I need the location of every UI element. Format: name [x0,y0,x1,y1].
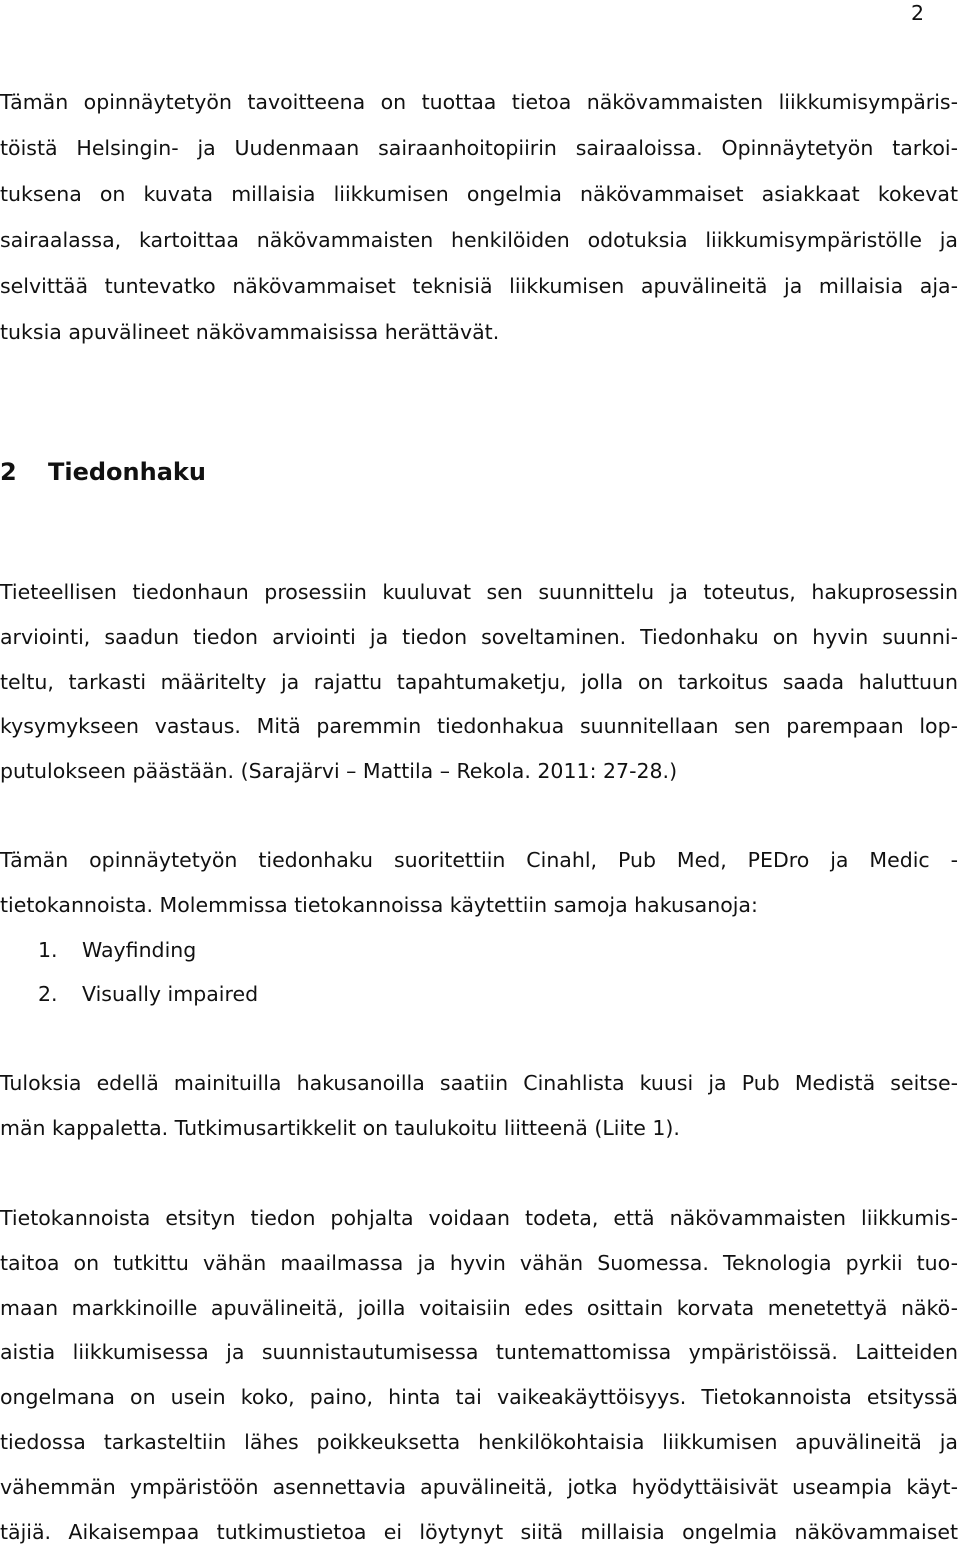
intro-paragraph [0,79,958,355]
text-line: tietokannoista. Molemmissa tietokannoissa käytettiin samoja hakusanoja: [0,892,758,917]
text-line: teltu, tarkasti määritelty ja rajattu tapahtumaketju, jolla on tarkoitus saada haluttuun [0,669,958,694]
paragraph-findings [0,1196,958,1554]
text-line: män kappaletta. Tutkimusartikkelit on taulukoitu liitteenä (Liite 1). [0,1115,680,1140]
text-line: täjiä. Aikaisempaa tutkimustietoa ei löytynyt siitä millaisia ongelmia näkövammaiset [0,1519,958,1544]
page-number: 2 [910,1,924,25]
paragraph-search-process [0,570,958,794]
text-line: töistä Helsingin- ja Uudenmaan sairaanhoitopiirin sairaaloissa. Opinnäytetyön tarkoi- [0,136,958,160]
text-line: sairaalassa, kartoittaa näkövammaisten henkilöiden odotuksia liikkumisympäristölle ja [0,228,958,252]
text-line: putulokseen päästään. (Sarajärvi – Mattila – Rekola. 2011: 27-28.) [0,759,678,784]
paragraph-results [0,1061,958,1151]
text-line: tiedossa tarkasteltiin lähes poikkeuksetta henkilökohtaisia liikkumisen apuvälineitä ja [0,1429,958,1454]
list-item [0,928,958,973]
section-number: 2 [0,458,17,486]
text-line: maan markkinoille apuvälineitä, joilla voitaisiin edes osittain korvata menetettyä näkö- [0,1295,958,1320]
paragraph-databases [0,838,958,1017]
text-line: aistia liikkumisessa ja suunnistautumisessa tuntemattomissa ympäristöissä. Laitteiden [0,1340,958,1365]
text-line: tuksena on kuvata millaisia liikkumisen ongelmia näkövammaiset asiakkaat kokevat [0,182,958,206]
list-item-text: Visually impaired [82,982,259,1007]
list-item-number: 1. [38,937,58,962]
search-terms-list [0,928,958,1018]
text-line: tuksia apuvälineet näkövammaisissa herättävät. [0,320,500,344]
text-line: ongelmana on usein koko, paino, hinta tai vaikeakäyttöisyys. Tietokannoista etsityssä [0,1385,958,1410]
text-line: vähemmän ympäristöön asennettavia apuvälineitä, jotka hyödyttäisivät useampia käyt- [0,1474,958,1499]
list-item-number: 2. [38,982,58,1007]
list-item [0,972,958,1017]
section-title: Tiedonhaku [48,458,206,486]
text-line: Tämän opinnäytetyön tiedonhaku suoritettiin Cinahl, Pub Med, PEDro ja Medic - [0,848,958,872]
text-line: taitoa on tutkittu vähän maailmassa ja hyvin vähän Suomessa. Teknologia pyrkii tuo- [0,1250,958,1275]
text-line: Tieteellisen tiedonhaun prosessiin kuuluvat sen suunnittelu ja toteutus, hakuprosessin [0,580,958,604]
list-item-text: Wayfinding [82,937,197,962]
text-line: Tuloksia edellä mainituilla hakusanoilla saatiin Cinahlista kuusi ja Pub Medistä seitse- [0,1071,958,1095]
text-line: selvittää tuntevatko näkövammaiset teknisiä liikkumisen apuvälineitä ja millaisia aja- [0,274,958,298]
text-line: arviointi, saadun tiedon arviointi ja tiedon soveltaminen. Tiedonhaku on hyvin suunni- [0,624,958,649]
text-line: Tämän opinnäytetyön tavoitteena on tuottaa tietoa näkövammaisten liikkumisympäris- [0,90,958,114]
text-line: kysymykseen vastaus. Mitä paremmin tiedonhakua suunnitellaan sen parempaan lop- [0,714,958,739]
text-line: Tietokannoista etsityn tiedon pohjalta voidaan todeta, että näkövammaisten liikkumis- [0,1206,958,1230]
section-heading [0,452,206,492]
